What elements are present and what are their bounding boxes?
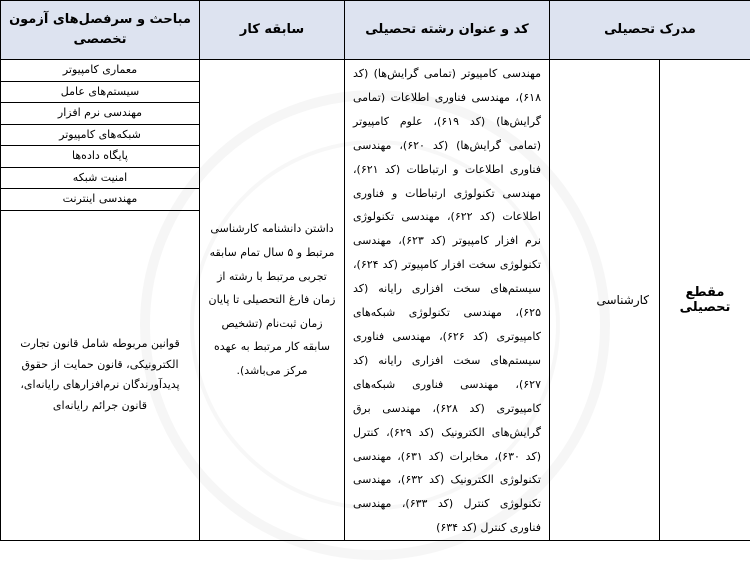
table-row (1, 60, 750, 82)
header-topics-line2: تخصصی (73, 32, 127, 47)
degree-label-cell: مقطع تحصیلی (660, 60, 750, 541)
header-field: کد و عنوان رشته تحصیلی (345, 1, 550, 60)
laws-cell: قوانین مربوطه شامل قانون تجارت الکترونیکی، قانون حمایت از حقوق پدیدآورندگان نرم‌افزارهای رایانه‌ای، قانون جرائم رایانه‌ای (1, 210, 200, 541)
topic-item: پایگاه داده‌ها (1, 146, 200, 168)
topic-item: شبکه‌های کامپیوتر (1, 124, 200, 146)
field-list-cell: مهندسی کامپیوتر (تمامی گرایش‌ها) (کد ۶۱۸)، مهندسی فناوری اطلاعات (تمامی گرایش‌ها) (کد ۶۱۹)، علوم کامپیوتر (تمامی گرایش‌ها) (کد ۶۲۰)، مهندسی فناوری اطلاعات و ارتباطات (کد ۶۲۱)، مهندسی تکنولوژی ارتباطات و فناوری اطلاعات (کد ۶۲۲)، مهندسی تکنولوژی نرم افزار کامپیوتر (کد ۶۲۳)، مهندسی تکنولوژی سخت افزار کامپیوتر (کد ۶۲۴)، سیستم‌های سخت افزاری رایانه (کد ۶۲۵)، مهندسی تکنولوژی شبکه‌های کامپیوتری (کد ۶۲۶)، مهندسی فناوری سیستم‌های سخت افزاری رایانه (کد ۶۲۷)، مهندسی فناوری شبکه‌های کامپیوتری (کد ۶۲۸)، مهندسی برق گرایش‌های الکترونیک (کد ۶۲۹)، کنترل (کد ۶۳۰)، مخابرات (کد ۶۳۱)، مهندسی تکنولوژی الکترونیک (کد ۶۳۲)، مهندسی تکنولوژی کنترل (کد ۶۳۳)، مهندسی فناوری کنترل (کد ۶۳۴) (345, 60, 550, 541)
topic-item: مهندسی نرم افزار (1, 103, 200, 125)
topic-item: معماری کامپیوتر (1, 60, 200, 82)
header-row (1, 1, 750, 60)
degree-level-cell: کارشناسی (550, 60, 660, 541)
experience-cell: داشتن دانشنامه کارشناسی مرتبط و ۵ سال تمام سابقه تجربی مرتبط با رشته از زمان فارغ التحصیلی تا پایان زمان ثبت‌نام (تشخیص سابقه کار مرتبط به عهده مرکز می‌باشد). (200, 60, 345, 541)
topic-item: سیستم‌های عامل (1, 81, 200, 103)
header-experience: سابقه کار (200, 1, 345, 60)
header-topics (1, 1, 200, 60)
header-degree: مدرک تحصیلی (550, 1, 750, 60)
topic-item: مهندسی اینترنت (1, 189, 200, 211)
header-topics-line1: مباحث و سرفصل‌های آزمون (9, 12, 191, 27)
topic-item: امنیت شبکه (1, 167, 200, 189)
